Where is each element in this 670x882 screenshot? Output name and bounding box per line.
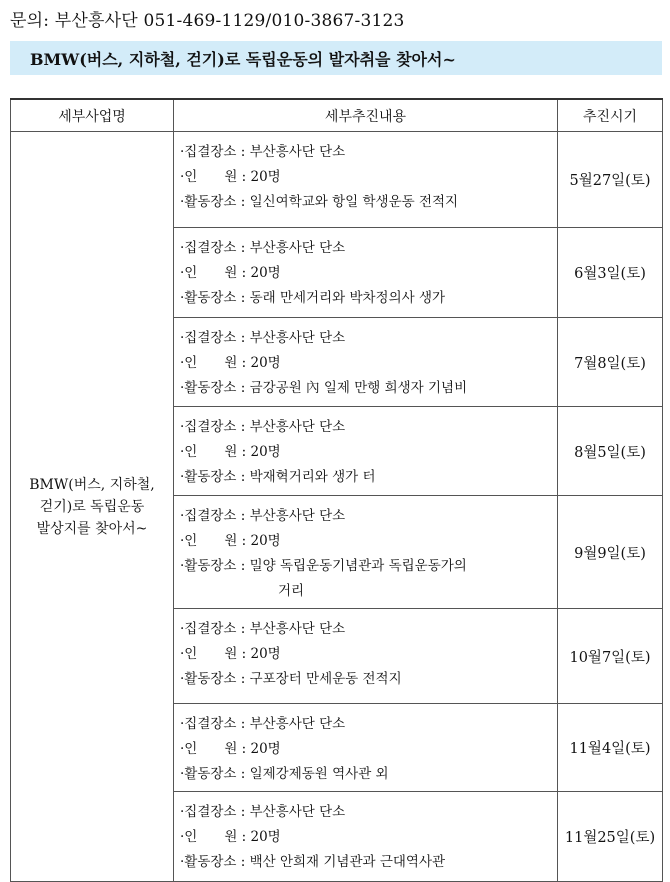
date-cell: 11월25일(토) [558,792,663,882]
project-name-line: 발상지를 찾아서~ [36,520,148,537]
detail-line: ·인 원 : 20명 [180,265,281,281]
details-cell [174,496,558,609]
detail-line: ·집결장소 : 부산흥사단 단소 [180,419,346,435]
project-name-cell [11,132,174,882]
detail-line: ·인 원 : 20명 [180,355,281,371]
detail-line: ·활동장소 : 일신여학교와 항일 학생운동 전적지 [180,194,459,210]
detail-line: ·활동장소 : 일제강제동원 역사관 외 [180,766,389,782]
detail-line-continuation: 거리 [278,583,305,599]
project-name-line: BMW(버스, 지하철, [29,476,155,493]
date-cell: 8월5일(토) [558,407,663,496]
table-header-row [11,99,663,132]
detail-line: ·집결장소 : 부산흥사단 단소 [180,330,346,346]
detail-line: ·인 원 : 20명 [180,444,281,460]
detail-line: ·활동장소 : 금강공원 內 일제 만행 희생자 기념비 [180,380,468,396]
date-cell: 9월9일(토) [558,496,663,609]
details-cell [174,704,558,792]
detail-line: ·집결장소 : 부산흥사단 단소 [180,804,346,820]
title-banner [10,41,662,75]
date-cell: 11월4일(토) [558,704,663,792]
project-name-line: 걷기)로 독립운동 [39,498,145,515]
date-cell: 5월27일(토) [558,132,663,228]
detail-line: ·활동장소 : 백산 안희재 기념관과 근대역사관 [180,854,446,870]
detail-line: ·활동장소 : 밀양 독립운동기념관과 독립운동가의 [180,558,467,574]
detail-line: ·활동장소 : 박재혁거리와 생가 터 [180,469,376,485]
header-project: 세부사업명 [11,99,174,132]
date-cell: 7월8일(토) [558,318,663,407]
header-details: 세부추진내용 [174,99,558,132]
detail-line: ·집결장소 : 부산흥사단 단소 [180,621,346,637]
banner-title: BMW(버스, 지하철, 걷기)로 독립운동의 발자취을 찾아서~ [30,50,456,69]
date-cell: 6월3일(토) [558,228,663,318]
detail-line: ·집결장소 : 부산흥사단 단소 [180,144,346,160]
detail-line: ·인 원 : 20명 [180,169,281,185]
details-cell [174,318,558,407]
details-cell [174,609,558,704]
details-cell [174,228,558,318]
detail-line: ·인 원 : 20명 [180,829,281,845]
detail-line: ·집결장소 : 부산흥사단 단소 [180,508,346,524]
detail-line: ·활동장소 : 동래 만세거리와 박차정의사 생가 [180,290,446,306]
table-row [11,132,663,228]
details-cell [174,792,558,882]
header-period: 추진시기 [558,99,663,132]
detail-line: ·집결장소 : 부산흥사단 단소 [180,240,346,256]
schedule-table [10,98,663,882]
date-cell: 10월7일(토) [558,609,663,704]
detail-line: ·인 원 : 20명 [180,646,281,662]
detail-line: ·인 원 : 20명 [180,533,281,549]
detail-line: ·활동장소 : 구포장터 만세운동 전적지 [180,671,402,687]
detail-line: ·인 원 : 20명 [180,741,281,757]
detail-line: ·집결장소 : 부산흥사단 단소 [180,716,346,732]
contact-info: 문의: 부산흥사단 051-469-1129/010-3867-3123 [10,11,405,31]
details-cell [174,407,558,496]
details-cell [174,132,558,228]
